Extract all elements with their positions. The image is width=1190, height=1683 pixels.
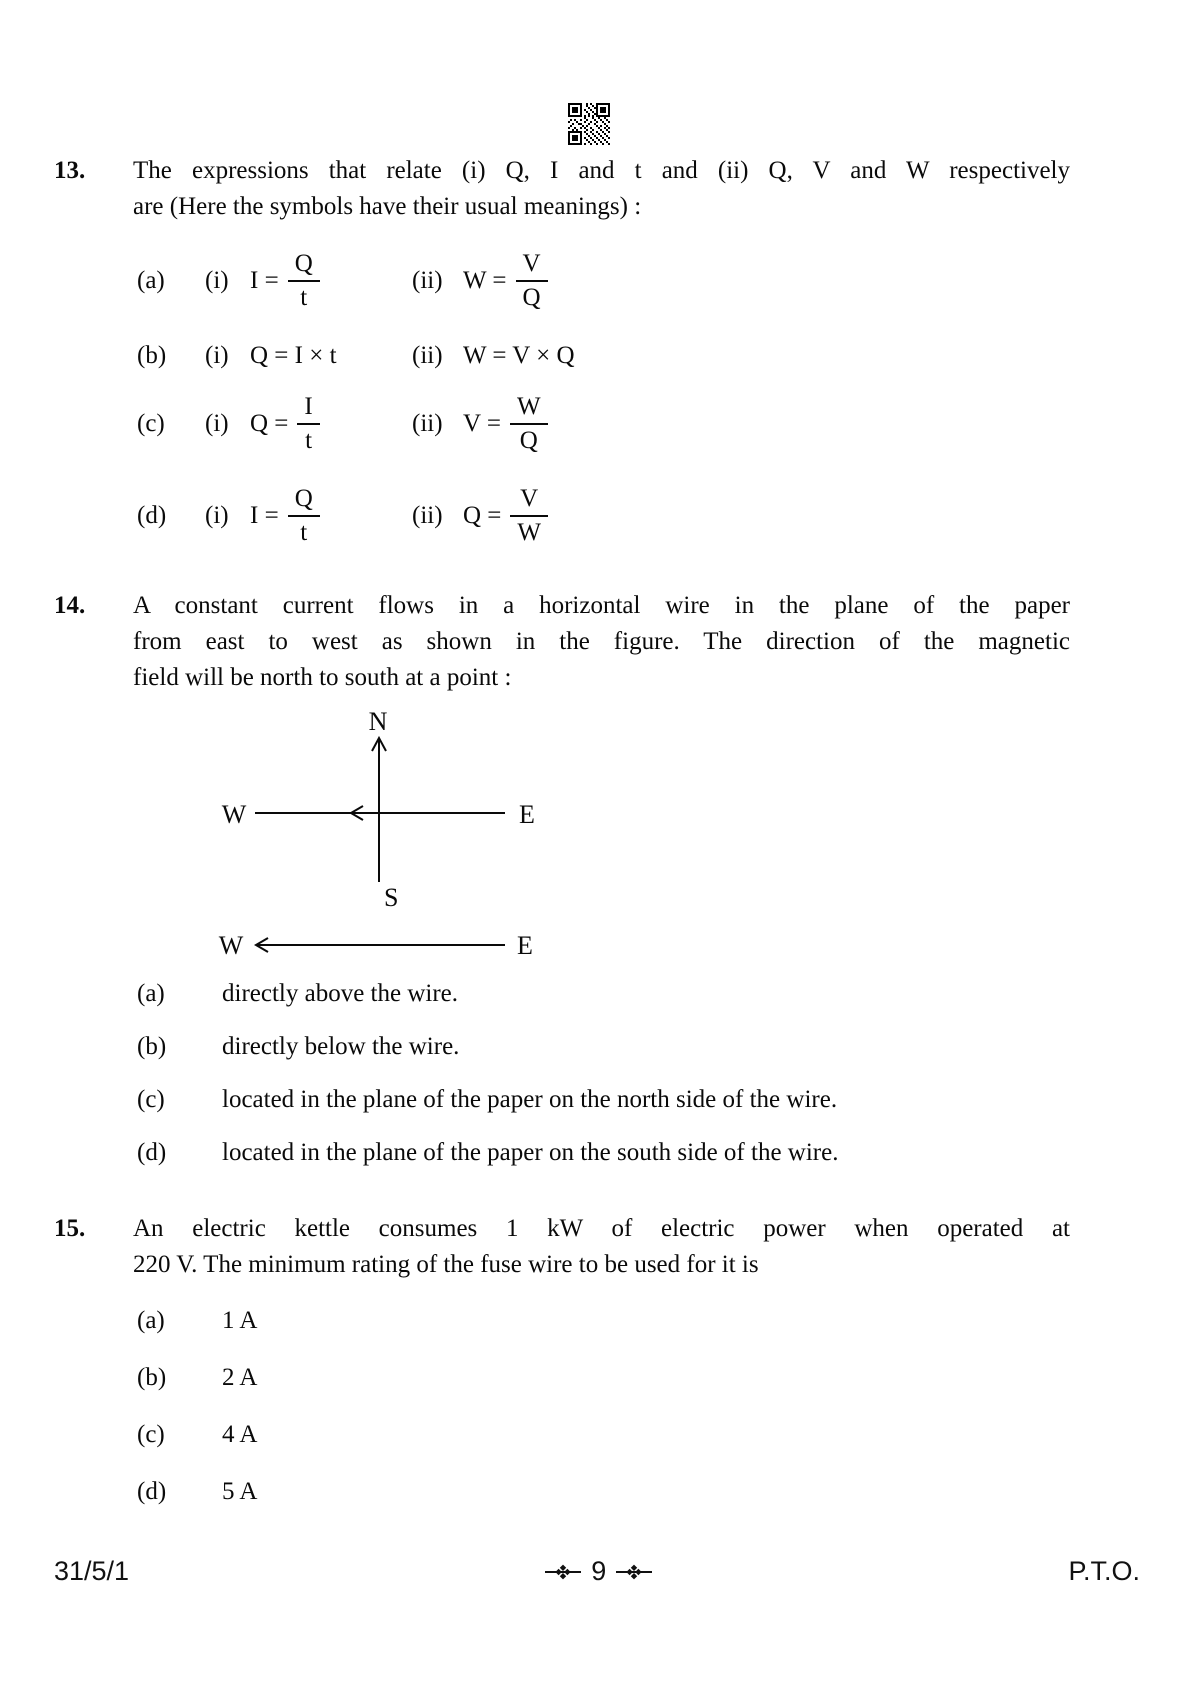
option-label: (d) bbox=[137, 1478, 167, 1505]
question-text bbox=[133, 1211, 1070, 1283]
subpart-label: (ii) bbox=[412, 502, 443, 529]
subpart-label: (i) bbox=[205, 502, 229, 529]
formula-ii bbox=[463, 484, 548, 548]
equation-lhs: Q = bbox=[463, 502, 502, 529]
option-text: located in the plane of the paper on the north side of the wire. bbox=[222, 1086, 838, 1113]
formula-ii bbox=[463, 249, 548, 313]
denominator: Q bbox=[522, 284, 541, 311]
question-number: 15. bbox=[54, 1215, 86, 1242]
numerator: I bbox=[297, 392, 319, 425]
numerator: Q bbox=[288, 484, 320, 517]
question-line: The expressions that relate (i) Q, I and t and (ii) Q, V and W respectively bbox=[133, 157, 1070, 184]
numerator: Q bbox=[288, 249, 320, 282]
denominator: t bbox=[300, 519, 308, 546]
compass-wire-figure bbox=[180, 698, 580, 968]
page-footer bbox=[54, 1556, 1140, 1587]
fraction bbox=[510, 484, 548, 548]
option-label: (d) bbox=[137, 1139, 167, 1166]
subpart-label: (i) bbox=[205, 342, 229, 369]
fraction bbox=[288, 484, 320, 548]
option-text: 5 A bbox=[222, 1478, 258, 1505]
denominator: W bbox=[517, 519, 542, 546]
formula-i bbox=[250, 392, 412, 456]
subpart-label: (i) bbox=[205, 267, 229, 294]
question-line: 220 V. The minimum rating of the fuse wire to be used for it is bbox=[133, 1251, 759, 1278]
formula-ii: W = V × Q bbox=[463, 342, 575, 369]
options-list bbox=[137, 976, 1070, 1171]
question-line: A constant current flows in a horizontal wire in the plane of the paper bbox=[133, 592, 1070, 619]
option-b bbox=[137, 1029, 1070, 1065]
option-b bbox=[137, 1360, 1070, 1396]
qr-code-icon bbox=[568, 103, 610, 145]
question-14 bbox=[54, 588, 1070, 1188]
option-label: (a) bbox=[137, 980, 165, 1007]
east-label: E bbox=[519, 800, 535, 829]
options-list bbox=[137, 1303, 1070, 1510]
option-c bbox=[137, 1417, 1070, 1453]
option-a bbox=[137, 1303, 1070, 1339]
fraction bbox=[516, 249, 548, 313]
question-number: 13. bbox=[54, 157, 86, 184]
question-text bbox=[133, 588, 1070, 696]
fraction bbox=[288, 249, 320, 313]
paper-code: 31/5/1 bbox=[54, 1556, 130, 1586]
question-number: 14. bbox=[54, 592, 86, 619]
option-text: 4 A bbox=[222, 1421, 258, 1448]
option-a bbox=[137, 976, 1070, 1012]
option-label: (b) bbox=[137, 1033, 167, 1060]
question-line: from east to west as shown in the figure. The direction of the magnetic bbox=[133, 628, 1070, 655]
option-label: (d) bbox=[137, 502, 167, 529]
formula-ii bbox=[463, 392, 548, 456]
option-label: (c) bbox=[137, 1086, 165, 1113]
option-c bbox=[137, 391, 1070, 457]
option-d bbox=[137, 1474, 1070, 1510]
option-text: 2 A bbox=[222, 1364, 258, 1391]
option-label: (b) bbox=[137, 1364, 167, 1391]
fraction bbox=[510, 392, 548, 456]
question-13 bbox=[54, 153, 1070, 549]
fraction bbox=[297, 392, 319, 456]
formula-i bbox=[250, 484, 412, 548]
option-text: directly below the wire. bbox=[222, 1033, 460, 1060]
numerator: V bbox=[510, 484, 548, 517]
option-label: (a) bbox=[137, 1307, 165, 1334]
option-text: 1 A bbox=[222, 1307, 258, 1334]
equation-lhs: Q = bbox=[250, 410, 289, 437]
option-label: (c) bbox=[137, 1421, 165, 1448]
numerator: V bbox=[516, 249, 548, 282]
north-label: N bbox=[368, 707, 388, 736]
equation-lhs: W = bbox=[463, 267, 507, 294]
wire-west-label: W bbox=[218, 931, 244, 960]
option-text: directly above the wire. bbox=[222, 980, 459, 1007]
equation-lhs: I = bbox=[250, 502, 279, 529]
formula-i: Q = I × t bbox=[250, 342, 337, 369]
equation-lhs: I = bbox=[250, 267, 279, 294]
wire-east-label: E bbox=[517, 931, 533, 960]
page-number: 9 bbox=[591, 1556, 607, 1586]
denominator: t bbox=[300, 284, 308, 311]
subpart-label: (i) bbox=[205, 410, 229, 437]
question-line: field will be north to south at a point : bbox=[133, 664, 512, 691]
fleuron-icon bbox=[545, 1564, 581, 1580]
question-text bbox=[133, 153, 1070, 225]
option-d bbox=[137, 1135, 1070, 1171]
west-label: W bbox=[221, 800, 247, 829]
page-number-block bbox=[545, 1556, 652, 1587]
pto-label: P.T.O. bbox=[1068, 1556, 1140, 1586]
option-label: (c) bbox=[137, 410, 165, 437]
denominator: t bbox=[305, 427, 313, 454]
option-label: (a) bbox=[137, 267, 165, 294]
option-a bbox=[137, 248, 1070, 314]
formula-i bbox=[250, 249, 412, 313]
option-b bbox=[137, 338, 1070, 374]
option-text: located in the plane of the paper on the south side of the wire. bbox=[222, 1139, 839, 1166]
option-c bbox=[137, 1082, 1070, 1118]
question-line: An electric kettle consumes 1 kW of electric power when operated at bbox=[133, 1215, 1070, 1242]
subpart-label: (ii) bbox=[412, 410, 443, 437]
equation-lhs: V = bbox=[463, 410, 501, 437]
question-15 bbox=[54, 1211, 1070, 1531]
question-line: are (Here the symbols have their usual meanings) : bbox=[133, 193, 642, 220]
option-d bbox=[137, 483, 1070, 549]
numerator: W bbox=[510, 392, 548, 425]
options-list bbox=[137, 248, 1070, 549]
south-label: S bbox=[384, 883, 399, 912]
subpart-label: (ii) bbox=[412, 267, 443, 294]
option-label: (b) bbox=[137, 342, 167, 369]
fleuron-icon bbox=[616, 1564, 652, 1580]
denominator: Q bbox=[519, 427, 538, 454]
subpart-label: (ii) bbox=[412, 342, 443, 369]
